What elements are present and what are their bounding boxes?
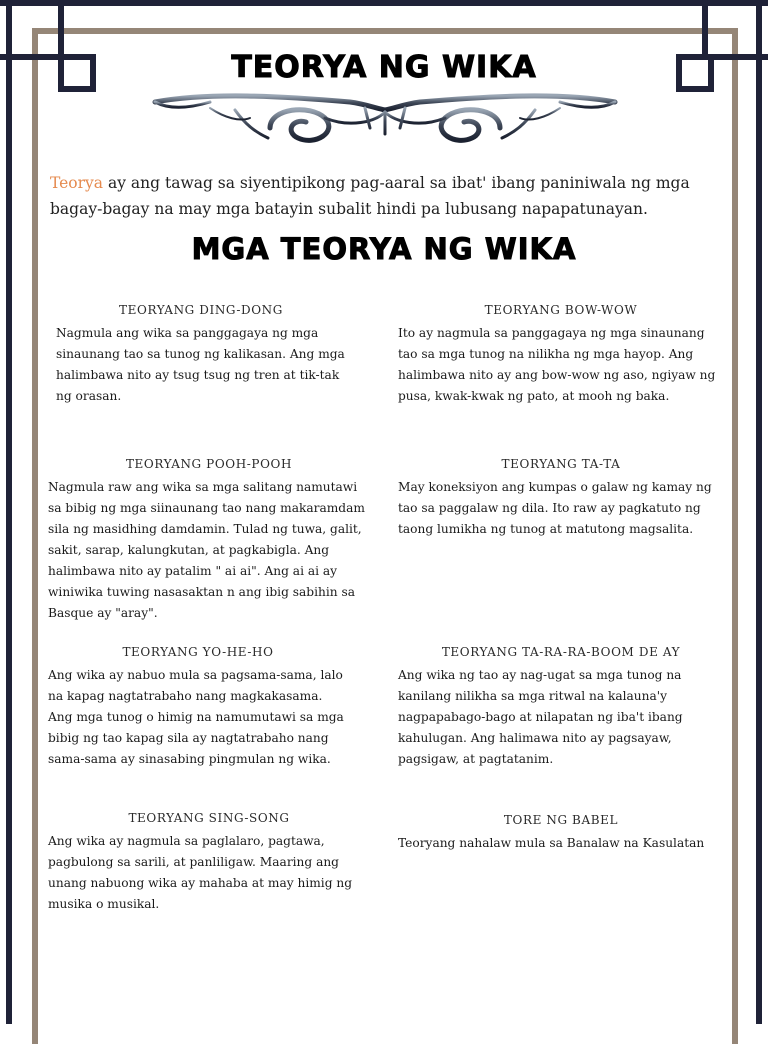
theory-description: Ito ay nagmula sa panggagaya ng mga sinaunang tao sa mga tunog na nilikha ng mga hayop. Ang halimbawa nito ay ang bow-wow ng aso, ngiyaw ng pusa, kwak-kwak ng pato, at mooh ng baka. bbox=[398, 326, 716, 403]
theory-tore-ng-babel bbox=[398, 810, 724, 854]
theory-heading: TEORYANG POOH-POOH bbox=[125, 457, 293, 471]
theory-heading: TORE NG BABEL bbox=[503, 813, 619, 827]
theory-heading: TEORYANG TA-RA-RA-BOOM DE AY bbox=[441, 645, 681, 659]
theory-yo-he-ho bbox=[48, 642, 348, 770]
intro-paragraph bbox=[50, 170, 710, 222]
theory-pooh-pooh bbox=[48, 454, 370, 624]
theory-heading: TEORYANG DING-DONG bbox=[119, 303, 283, 317]
theory-heading: TEORYANG YO-HE-HO bbox=[122, 645, 274, 659]
frame-left-line bbox=[6, 0, 12, 1024]
intro-text: ay ang tawag sa siyentipikong pag-aaral sa ibat' ibang paniniwala ng mga bagay-bagay na may mga batayin subalit hindi pa lubusang napapatunayan. bbox=[50, 174, 690, 218]
theory-ta-ta bbox=[398, 454, 724, 540]
theory-description: May koneksiyon ang kumpas o galaw ng kamay ng tao sa paggalaw ng dila. Ito raw ay pagkatuto ng taong lumikha ng tunog at matutong magsalita. bbox=[398, 480, 712, 536]
section-title: MGA TEORYA NG WIKA bbox=[191, 232, 577, 266]
theory-description: Nagmula raw ang wika sa mga salitang namutawi sa bibig ng mga siinaunang tao nang makaramdam sila ng masidhing damdamin. Tulad ng tuwa, galit, sakit, sarap, kalungkutan, at pagkabigla. Ang halimbawa nito ay patalim " ai ai". Ang ai ai ay winiwika tuwing nasasaktan n ang ibig sabihin sa Basque ay "aray". bbox=[48, 480, 365, 620]
scroll-ornament-icon bbox=[150, 88, 620, 150]
theory-bow-wow bbox=[398, 300, 724, 407]
theory-description: Teoryang nahalaw mula sa Banalaw na Kasulatan bbox=[398, 836, 705, 850]
theory-description: Ang wika ng tao ay nag-ugat sa mga tunog na kanilang nilikha sa mga ritwal na kalauna'y nagpapabago-bago at nilapatan ng iba't ibang kahulugan. Ang halimawa nito ay pagsayaw, pagsigaw, at pagtatanim. bbox=[398, 668, 683, 766]
theory-heading: TEORYANG BOW-WOW bbox=[484, 303, 638, 317]
theory-heading: TEORYANG SING-SONG bbox=[128, 811, 290, 825]
theory-sing-song bbox=[48, 808, 370, 915]
theory-description: Ang wika ay nabuo mula sa pagsama-sama, lalo na kapag nagtatrabaho nang magkakasama. Ang mga tunog o himig na namumutawi sa mga bibig ng tao kapag sila ay nagtatrabaho nang sama-sama ay sinasabing pingmulan ng wika. bbox=[48, 668, 344, 766]
theory-ding-dong bbox=[56, 300, 346, 407]
intro-keyword: Teorya bbox=[50, 174, 104, 192]
page-title: TEORYA NG WIKA bbox=[231, 50, 537, 85]
theory-description: Nagmula ang wika sa panggagaya ng mga sinaunang tao sa tunog ng kalikasan. Ang mga halimbawa nito ay tsug tsug ng tren at tik-tak ng orasan. bbox=[56, 326, 345, 403]
frame-top-bar bbox=[0, 0, 768, 6]
theory-ta-ra-ra-boom-de-ay bbox=[398, 642, 724, 770]
theory-description: Ang wika ay nagmula sa paglalaro, pagtawa, pagbulong sa sarili, at panliligaw. Maaring ang unang nabuong wika ay mahaba at may himig ng musika o musikal. bbox=[48, 834, 353, 911]
theory-heading: TEORYANG TA-TA bbox=[501, 457, 621, 471]
frame-right-line bbox=[756, 0, 762, 1024]
